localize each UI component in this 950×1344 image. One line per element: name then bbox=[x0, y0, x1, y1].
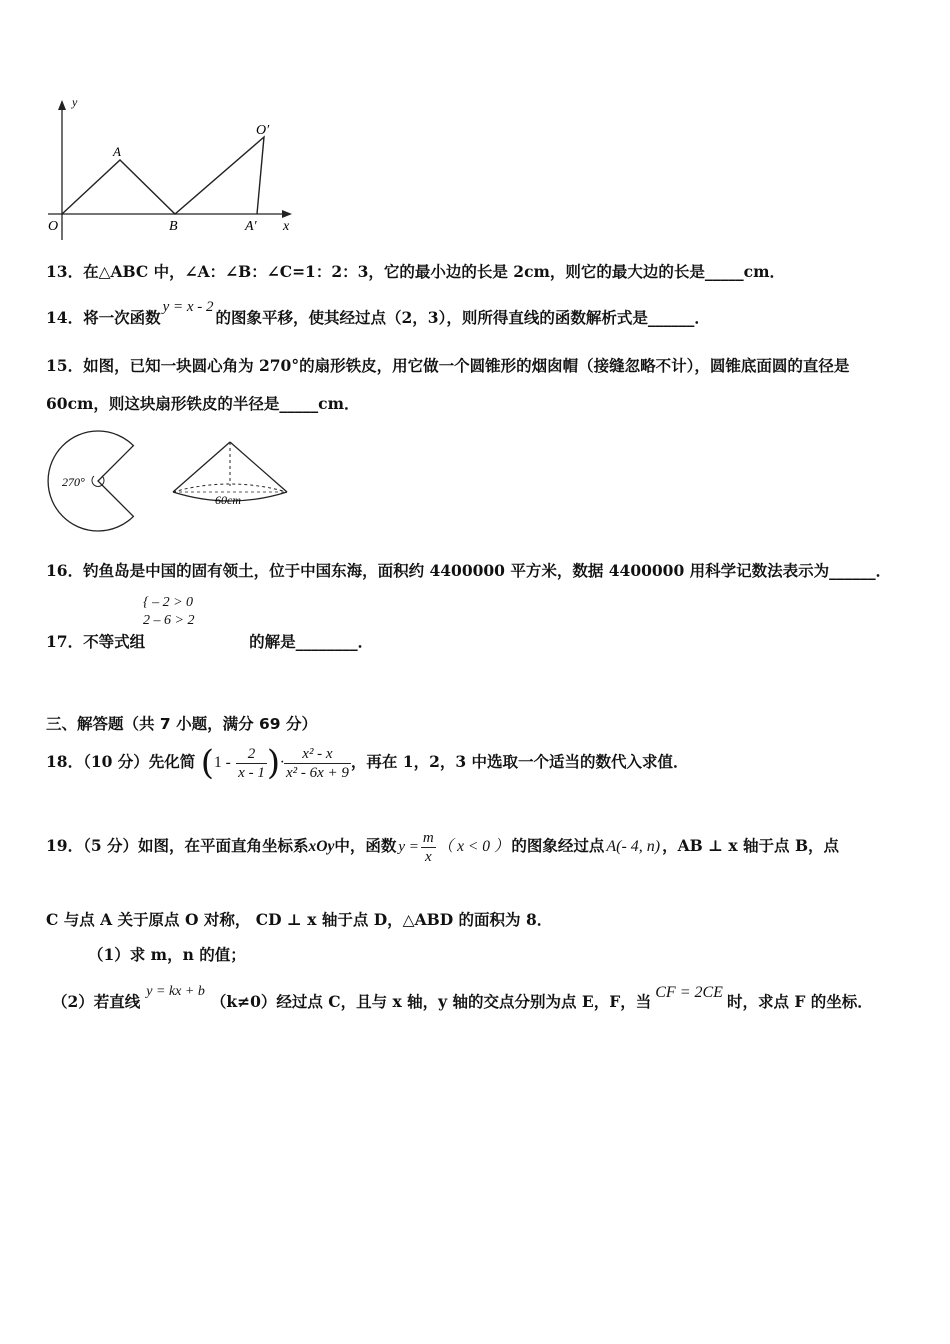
q18-dot: · bbox=[280, 754, 284, 771]
label-a-prime: A′ bbox=[245, 219, 257, 234]
question-15-line1: 15．如图，已知一块圆心角为 270°的扇形铁皮，用它做一个圆锥形的烟囱帽（接缝忽略不计），圆锥底面圆的直径是 bbox=[46, 356, 850, 375]
q19-mid3: ，AB ⊥ x 轴于点 B，点 bbox=[662, 836, 840, 855]
q17-ineq2: 2 – 6 > 2 bbox=[143, 613, 195, 628]
label-o-prime: O′ bbox=[256, 123, 270, 138]
q19-mid2: 的图象经过点 bbox=[511, 836, 605, 855]
question-19-sub1: （1）求 m，n 的值； bbox=[88, 945, 246, 964]
question-19-line1 bbox=[46, 826, 839, 867]
q18-frac2-num: x² - x bbox=[284, 745, 351, 764]
q18-frac1-den: x - 1 bbox=[238, 764, 265, 781]
question-19-sub2 bbox=[52, 984, 873, 1012]
q14-formula: y = x - 2 bbox=[162, 299, 214, 315]
q17-ineq1: { – 2 > 0 bbox=[143, 595, 194, 610]
q19-sub2-pre: （2）若直线 bbox=[52, 992, 141, 1011]
q18-frac1-num: 2 bbox=[236, 745, 267, 764]
q18-right-paren: ) bbox=[266, 743, 281, 783]
q19-frac bbox=[421, 829, 436, 866]
q18-left-paren: ( bbox=[200, 743, 214, 783]
q19-y-eq: y = bbox=[398, 839, 419, 855]
q19-pre: 19．（5 分）如图，在平面直角坐标系 bbox=[46, 836, 309, 855]
cone-diameter-label: 60cm bbox=[215, 493, 241, 507]
q19-sub2-mid: （k≠0）经过点 C，且与 x 轴，y 轴的交点分别为点 E，F，当 bbox=[210, 992, 652, 1011]
question-13: 13．在△ABC 中，∠A：∠B：∠C=1：2：3，它的最小边的长是 2cm，则它的最大边的长是_____cm． bbox=[46, 262, 786, 281]
sector-angle-label: 270° bbox=[62, 475, 85, 489]
q14-post: 的图象平移，使其经过点（2，3），则所得直线的函数解析式是______． bbox=[215, 308, 710, 327]
q18-term1: 1 - bbox=[213, 754, 231, 771]
q14-pre: 14．将一次函数 bbox=[46, 308, 161, 327]
section-3-title: 三、解答题（共 7 小题，满分 69 分） bbox=[46, 715, 317, 733]
q19-sub2-post: 时，求点 F 的坐标． bbox=[726, 992, 873, 1011]
label-x: x bbox=[283, 219, 290, 234]
question-18 bbox=[46, 742, 689, 783]
q19-xoy: xOy bbox=[308, 838, 335, 855]
q19-sub2-formula: y = kx + b bbox=[146, 984, 205, 999]
label-b: B bbox=[169, 219, 178, 234]
q18-frac1 bbox=[236, 745, 267, 782]
q19-mid1: 中，函数 bbox=[334, 836, 397, 855]
sector-shape bbox=[48, 431, 133, 531]
q18-frac2 bbox=[284, 745, 351, 782]
q17-pre: 17．不等式组 bbox=[46, 632, 146, 651]
label-a: A bbox=[113, 144, 121, 159]
q18-pre: 18．（10 分）先化简 bbox=[46, 752, 196, 771]
q18-post: ，再在 1，2，3 中选取一个适当的数代入求值． bbox=[350, 752, 689, 771]
q19-point: A(- 4, n) bbox=[606, 838, 661, 855]
question-14 bbox=[46, 299, 710, 328]
x-axis-arrow bbox=[282, 210, 292, 218]
q17-system bbox=[143, 594, 194, 630]
label-y: y bbox=[72, 95, 78, 109]
q18-frac2-den: x² - 6x + 9 bbox=[285, 764, 349, 781]
q17-post: 的解是________． bbox=[249, 632, 374, 651]
q19-frac-den: x bbox=[424, 848, 432, 865]
q19-sub2-cond: CF = 2CE bbox=[655, 984, 723, 1001]
y-axis-arrow bbox=[58, 100, 66, 110]
q19-frac-num: m bbox=[422, 829, 434, 846]
question-16: 16．钓鱼岛是中国的固有领土，位于中国东海，面积约 4400000 平方米，数据 4400000 用科学记数法表示为______． bbox=[46, 561, 892, 580]
figure-polyline bbox=[62, 137, 264, 214]
question-15-line2: 60cm，则这块扇形铁皮的半径是_____cm． bbox=[46, 394, 360, 413]
question-19-line2: C 与点 A 关于原点 O 对称， CD ⊥ x 轴于点 D，△ABD 的面积为 8． bbox=[46, 910, 553, 929]
sector-cone-figure bbox=[40, 424, 300, 536]
q19-cond: （ x < 0 ） bbox=[437, 838, 510, 855]
label-o: O bbox=[48, 219, 59, 234]
question-17 bbox=[46, 630, 373, 652]
coordinate-figure bbox=[40, 92, 310, 242]
